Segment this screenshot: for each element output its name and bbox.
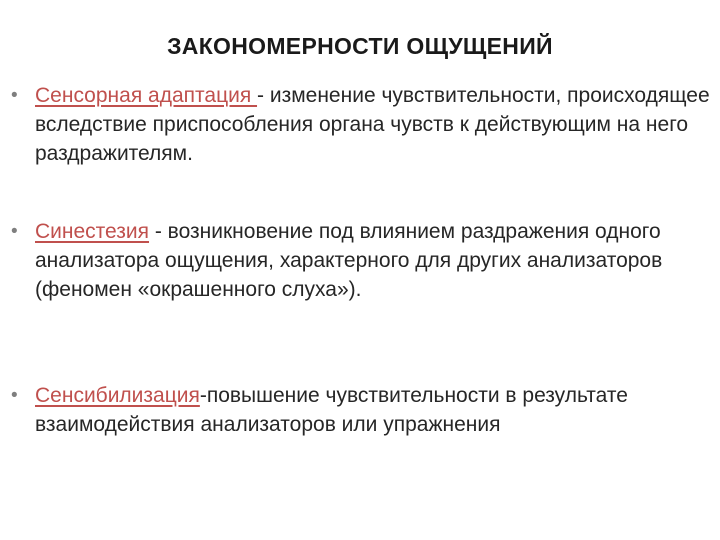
description-synesthesia: - возникновение под влиянием раздражения одного анализатора ощущения, характерного для других анализаторов (феномен «окрашенного слуха»). <box>35 220 663 301</box>
term-sensitization: Сенсибилизация <box>35 384 200 407</box>
description-sensitization: -повышение чувствительности в результате взаимодействия анализаторов или упражнения <box>35 384 628 436</box>
bullet-icon: • <box>11 385 18 406</box>
list-item-sensitization <box>11 381 720 439</box>
list-item-synesthesia <box>11 217 720 304</box>
term-sensory-adaptation: Сенсорная адаптация <box>35 84 258 107</box>
slide-title: ЗАКОНОМЕРНОСТИ ОЩУЩЕНИЙ <box>167 33 553 59</box>
description-sensory-adaptation: - изменение чувствительности, происходящее вследствие приспособления органа чувств к действующим на него раздражителям. <box>35 84 710 165</box>
term-synesthesia: Синестезия <box>35 220 150 243</box>
bullet-icon: • <box>11 85 18 106</box>
list-item-sensory-adaptation <box>11 81 720 168</box>
bullet-icon: • <box>11 221 18 242</box>
